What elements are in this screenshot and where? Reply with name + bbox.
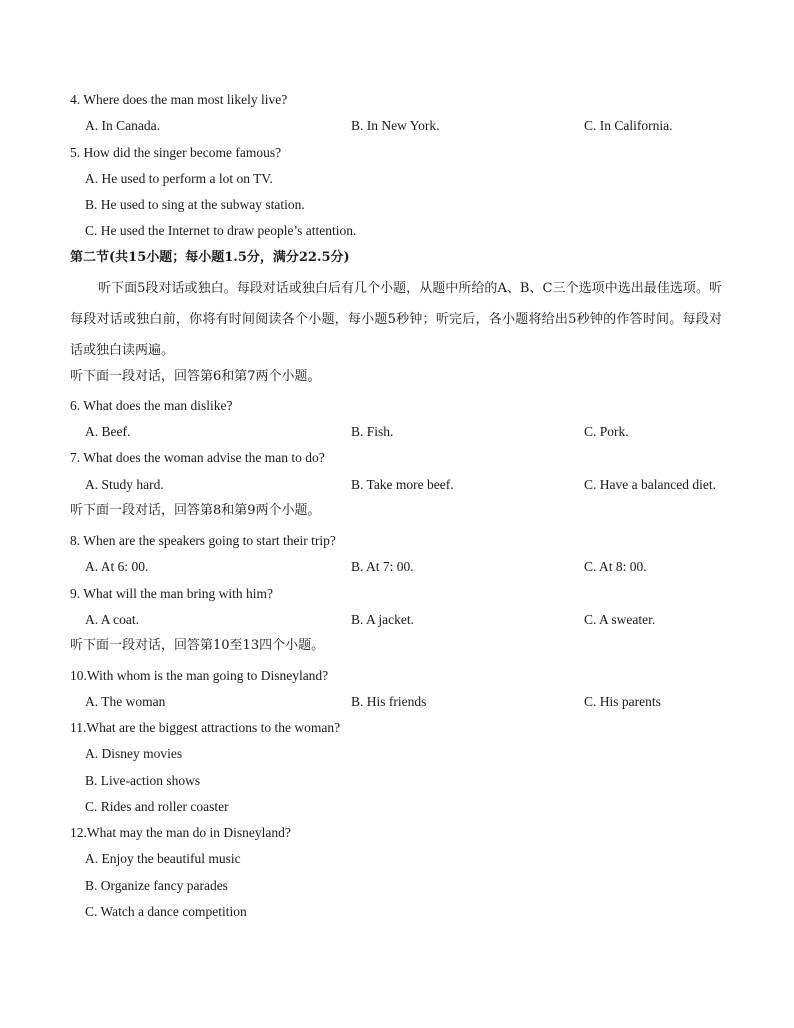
question-7-option-c: C. Have a balanced diet.: [584, 477, 716, 492]
question-5-option-c: C. He used the Internet to draw people’s attention.: [85, 223, 357, 238]
question-8-stem: 8. When are the speakers going to start their trip?: [70, 533, 336, 548]
question-6-option-c: C. Pork.: [584, 424, 629, 439]
section-2-instructions: 听下面5段对话或独白。每段对话或独白后有几个小题，从题中所给的A、B、C三个选项中选出最佳选项。听每段对话或独白前，你将有时间阅读各个小题，每小题5秒钟；听完后，各小题将给出5秒钟的作答时间。每段对话或独白读两遍。: [70, 281, 722, 358]
question-10-stem: 10.With whom is the man going to Disneyland?: [70, 668, 329, 683]
question-6-option-b: B. Fish.: [351, 424, 394, 439]
question-4-option-b: B. In New York.: [351, 118, 440, 133]
question-4-option-a: A. In Canada.: [85, 118, 160, 133]
question-11-option-a: A. Disney movies: [85, 746, 183, 761]
question-12-option-b: B. Organize fancy parades: [85, 878, 228, 893]
question-5-option-b: B. He used to sing at the subway station.: [85, 197, 305, 212]
question-12-stem: 12.What may the man do in Disneyland?: [70, 825, 291, 840]
question-11-option-b: B. Live-action shows: [85, 773, 201, 788]
question-8-option-b: B. At 7: 00.: [351, 559, 414, 574]
question-7-stem: 7. What does the woman advise the man to do?: [70, 450, 325, 465]
question-6-option-a: A. Beef.: [85, 424, 131, 439]
question-4-option-c: C. In California.: [584, 118, 673, 133]
question-10-option-c: C. His parents: [584, 694, 661, 709]
dialog-1-intro: 听下面一段对话，回答第6和第7两个小题。: [70, 369, 321, 384]
question-11-option-c: C. Rides and roller coaster: [85, 799, 229, 814]
question-9-stem: 9. What will the man bring with him?: [70, 586, 273, 601]
question-12-option-c: C. Watch a dance competition: [85, 904, 247, 919]
question-9-option-b: B. A jacket.: [351, 612, 414, 627]
question-9-option-c: C. A sweater.: [584, 612, 656, 627]
question-5-option-a: A. He used to perform a lot on TV.: [85, 171, 273, 186]
question-7-option-b: B. Take more beef.: [351, 477, 454, 492]
question-8-option-c: C. At 8: 00.: [584, 559, 647, 574]
question-5-stem: 5. How did the singer become famous?: [70, 145, 282, 160]
dialog-2-intro: 听下面一段对话，回答第8和第9两个小题。: [70, 503, 321, 518]
question-10-option-b: B. His friends: [351, 694, 427, 709]
question-8-option-a: A. At 6: 00.: [85, 559, 149, 574]
question-6-stem: 6. What does the man dislike?: [70, 398, 233, 413]
dialog-3-intro: 听下面一段对话，回答第10至13四个小题。: [70, 638, 325, 653]
question-12-option-a: A. Enjoy the beautiful music: [85, 851, 241, 866]
section-2-title: 第二节(共15小题；每小题1.5分，满分22.5分): [70, 250, 350, 265]
question-7-option-a: A. Study hard.: [85, 477, 164, 492]
question-11-stem: 11.What are the biggest attractions to the woman?: [70, 720, 341, 735]
question-4-stem: 4. Where does the man most likely live?: [70, 92, 288, 107]
question-10-option-a: A. The woman: [85, 694, 166, 709]
question-9-option-a: A. A coat.: [85, 612, 139, 627]
